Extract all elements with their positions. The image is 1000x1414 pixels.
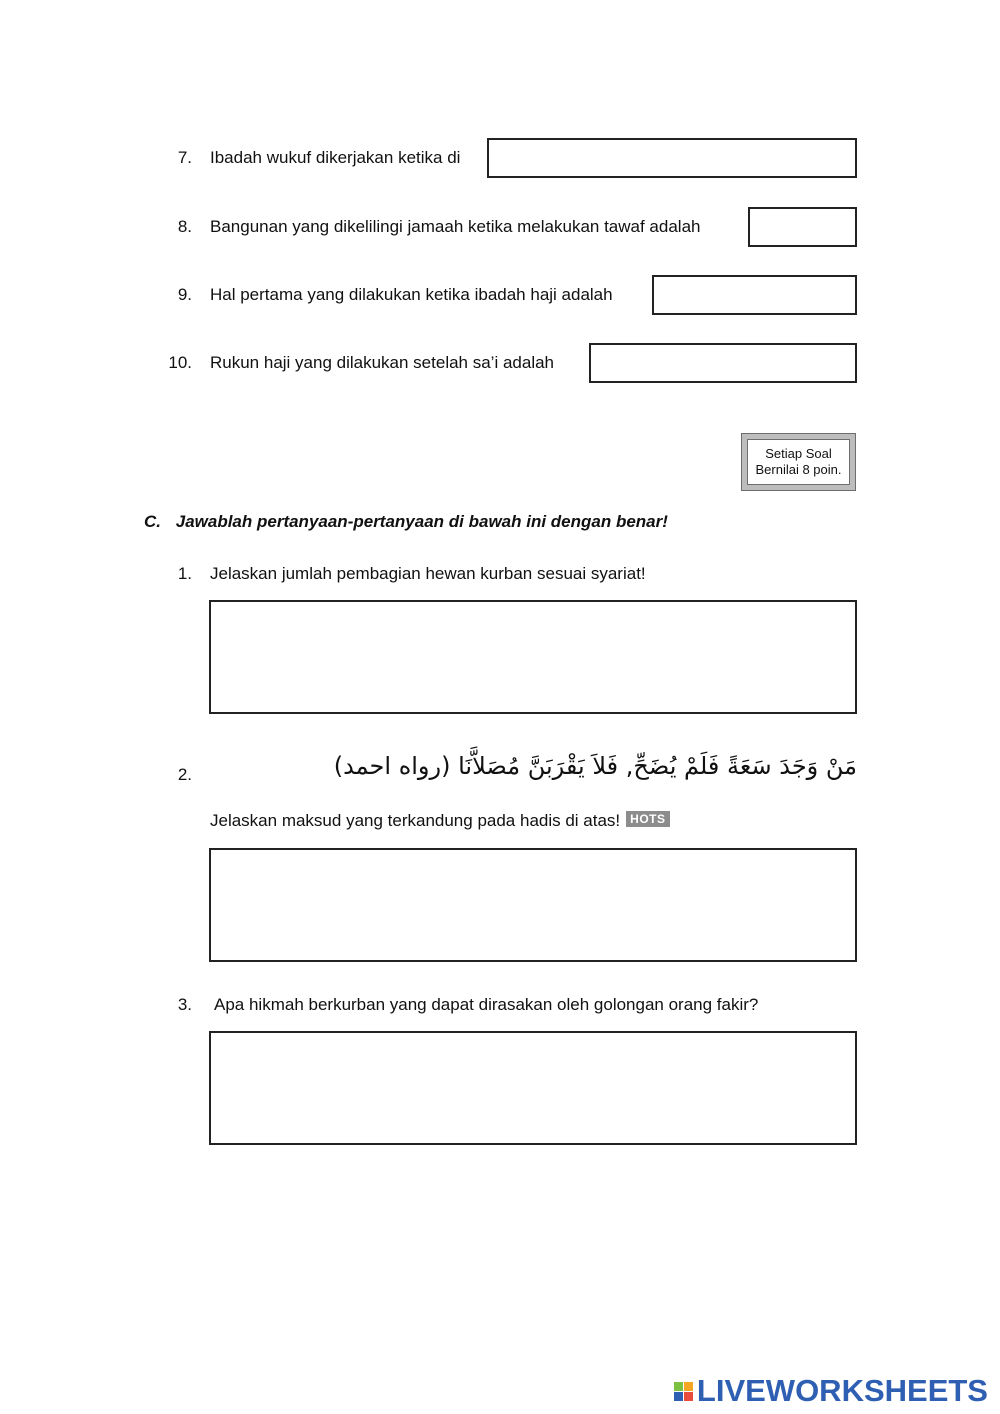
c-question-1-answer-box[interactable] — [209, 600, 857, 714]
c-question-3-number: 3. — [177, 995, 192, 1014]
c-question-2-number: 2. — [177, 765, 192, 784]
question-9-text: Hal pertama yang dilakukan ketika ibadah haji adalah — [210, 285, 613, 304]
question-10-number: 10. — [168, 353, 192, 372]
section-c-label: C. — [144, 512, 161, 531]
question-7-number: 7. — [177, 148, 192, 167]
liveworksheets-logo — [674, 1373, 988, 1409]
c-question-1-number: 1. — [177, 564, 192, 583]
question-10-answer-input[interactable] — [591, 345, 855, 381]
c-question-1-answer-input[interactable] — [211, 602, 855, 712]
question-8-answer-input[interactable] — [750, 209, 855, 245]
hots-badge: HOTS — [626, 811, 669, 827]
c-question-2-text: Jelaskan maksud yang terkandung pada hadis di atas! — [210, 811, 621, 830]
c-question-2-answer-box[interactable] — [209, 848, 857, 962]
question-7-text: Ibadah wukuf dikerjakan ketika di — [210, 148, 461, 167]
score-info-inner — [747, 439, 850, 485]
score-info-line1: Setiap Soal — [765, 446, 832, 461]
question-9-answer-box[interactable] — [652, 275, 857, 315]
question-7-answer-box[interactable] — [487, 138, 857, 178]
question-8-answer-box[interactable] — [748, 207, 857, 247]
c-question-3-text: Apa hikmah berkurban yang dapat dirasakan oleh golongan orang fakir? — [214, 995, 759, 1014]
logo-blocks-icon — [674, 1382, 693, 1401]
question-9-answer-input[interactable] — [654, 277, 855, 313]
c-question-2-line — [210, 811, 670, 831]
question-8-number: 8. — [177, 217, 192, 236]
hadith-arabic-text: مَنْ وَجَدَ سَعَةً فَلَمْ يُضَحِّ, فَلاَ يَقْرَبَنَّ مُصَلاَّنَا (رواه احمد) — [333, 752, 857, 780]
section-c-instruction: Jawablah pertanyaan-pertanyaan di bawah ini dengan benar! — [175, 512, 668, 531]
c-question-2-answer-input[interactable] — [211, 850, 855, 960]
score-info-line2: Bernilai 8 poin. — [755, 462, 842, 477]
question-8-text: Bangunan yang dikelilingi jamaah ketika melakukan tawaf adalah — [210, 217, 701, 236]
c-question-3-answer-input[interactable] — [211, 1033, 855, 1143]
logo-text: LIVEWORKSHEETS — [696, 1373, 988, 1408]
score-info-box — [741, 433, 856, 491]
c-question-1-text: Jelaskan jumlah pembagian hewan kurban sesuai syariat! — [210, 564, 646, 583]
section-c-heading — [144, 512, 668, 532]
question-9-number: 9. — [177, 285, 192, 304]
c-question-3-answer-box[interactable] — [209, 1031, 857, 1145]
question-10-text: Rukun haji yang dilakukan setelah sa’i adalah — [210, 353, 555, 372]
question-10-answer-box[interactable] — [589, 343, 857, 383]
question-7-answer-input[interactable] — [489, 140, 855, 176]
